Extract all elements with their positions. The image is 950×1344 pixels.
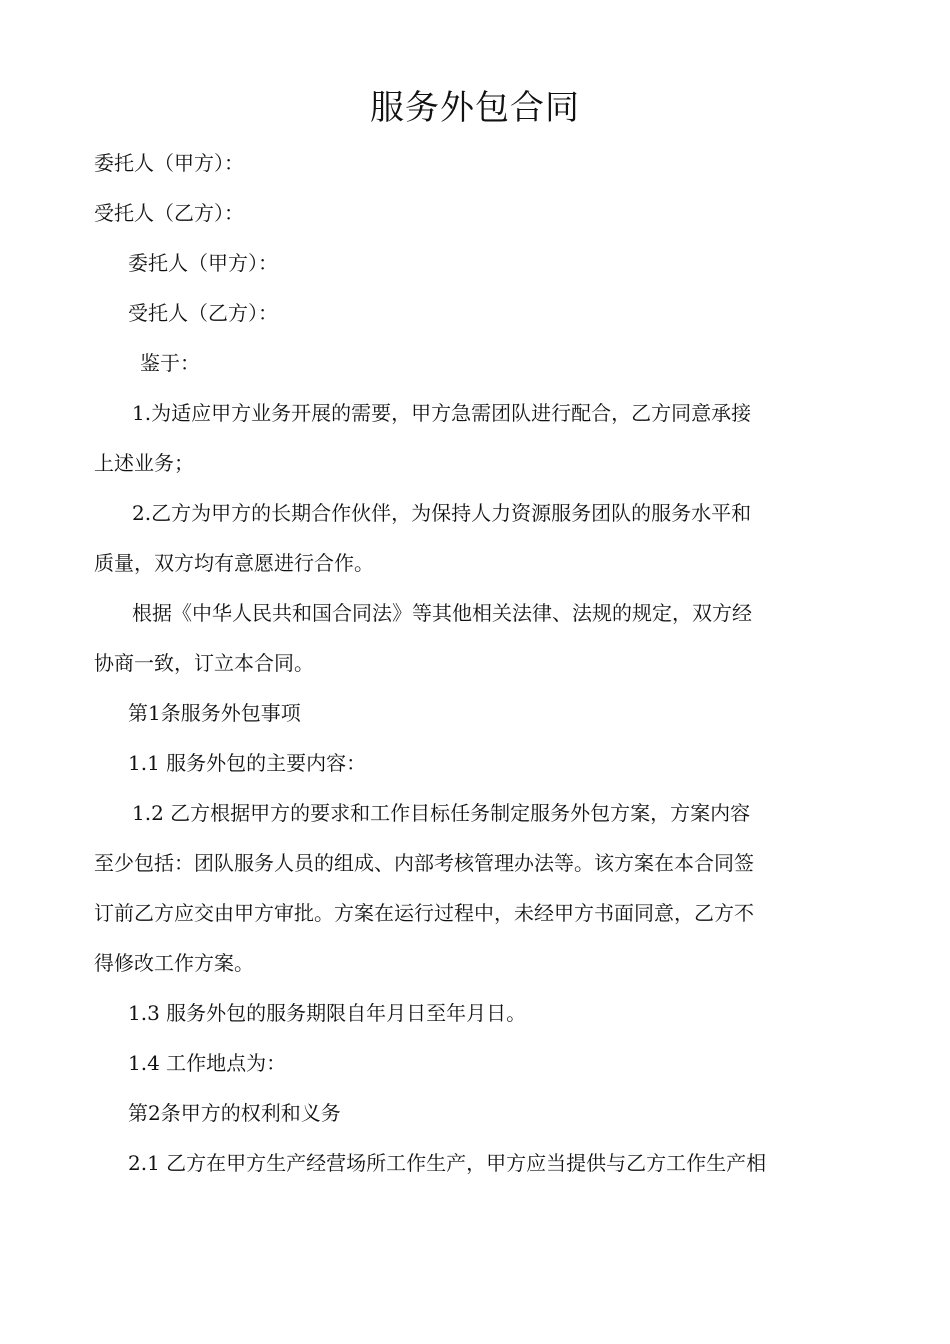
party-a-line: 委托人（甲方）： [94, 151, 244, 175]
clause-1-2-line-3: 订前乙方应交由甲方审批。方案在运行过程中，未经甲方书面同意，乙方不 [94, 901, 754, 925]
clause-1-2-line-1: 1.2 乙方根据甲方的要求和工作目标任务制定服务外包方案，方案内容 [132, 801, 751, 825]
clause-1-2-line-4: 得修改工作方案。 [94, 951, 254, 975]
recital-1-line-2: 上述业务； [94, 451, 194, 475]
clause-1-3: 1.3 服务外包的服务期限自年月日至年月日。 [128, 1001, 527, 1025]
clause-2-1-line-1: 2.1 乙方在甲方生产经营场所工作生产，甲方应当提供与乙方工作生产相 [128, 1151, 767, 1175]
recital-1-line-1: 1.为适应甲方业务开展的需要，甲方急需团队进行配合，乙方同意承接 [132, 401, 752, 425]
clause-1-2-line-2: 至少包括：团队服务人员的组成、内部考核管理办法等。该方案在本合同签 [94, 851, 754, 875]
clause-1-4: 1.4 工作地点为： [128, 1051, 287, 1075]
party-a-line-indented: 委托人（甲方）： [128, 251, 278, 275]
party-b-line-indented: 受托人（乙方）： [128, 301, 278, 325]
article-1-heading: 第1条服务外包事项 [128, 701, 301, 725]
legal-basis-line-1: 根据《中华人民共和国合同法》等其他相关法律、法规的规定，双方经 [132, 601, 752, 625]
article-2-heading: 第2条甲方的权利和义务 [128, 1101, 341, 1125]
document-title: 服务外包合同 [370, 88, 580, 128]
recital-2-line-1: 2.乙方为甲方的长期合作伙伴，为保持人力资源服务团队的服务水平和 [132, 501, 752, 525]
recital-2-line-2: 质量，双方均有意愿进行合作。 [94, 551, 374, 575]
clause-1-1: 1.1 服务外包的主要内容： [128, 751, 367, 775]
party-b-line: 受托人（乙方）： [94, 201, 244, 225]
whereas-heading: 鉴于： [140, 351, 200, 375]
legal-basis-line-2: 协商一致，订立本合同。 [94, 651, 314, 675]
